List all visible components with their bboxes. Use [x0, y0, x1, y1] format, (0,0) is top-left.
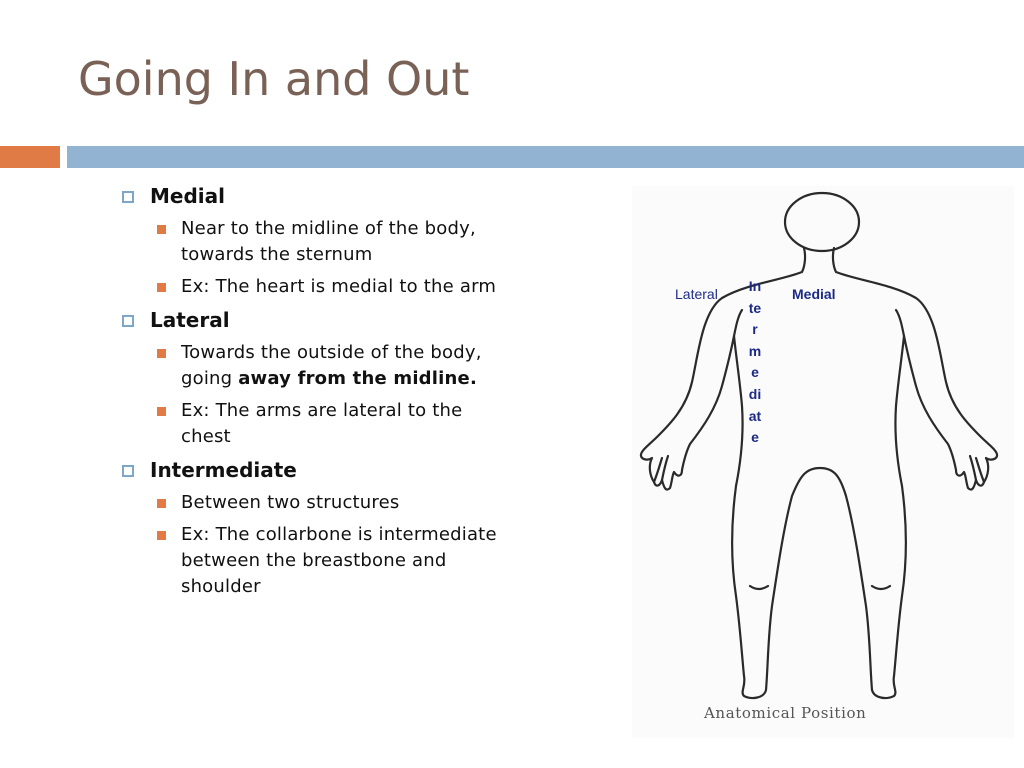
- label-medial: Medial: [792, 286, 836, 302]
- bullet-heading: Lateral: [150, 308, 230, 332]
- sub-bullet: [150, 340, 498, 392]
- label-lateral: Lateral: [675, 286, 718, 302]
- filled-square-bullet-icon: [157, 531, 166, 540]
- title-underline-band: [67, 146, 1024, 168]
- filled-square-bullet-icon: [157, 407, 166, 416]
- anatomical-position-figure: [632, 186, 1014, 738]
- bullet-medial: [118, 182, 498, 210]
- bullet-heading: Medial: [150, 184, 225, 208]
- bullet-lateral: [118, 306, 498, 334]
- filled-square-bullet-icon: [157, 225, 166, 234]
- sub-bullet-text: Ex: The arms are lateral to the chest: [181, 400, 463, 447]
- label-intermediate-vertical: Intermediate: [748, 278, 762, 446]
- sub-bullet-text: Ex: The heart is medial to the arm: [181, 276, 497, 297]
- accent-band: [0, 146, 60, 168]
- bullet-heading: Intermediate: [150, 458, 297, 482]
- filled-square-bullet-icon: [157, 499, 166, 508]
- square-bullet-icon: [122, 315, 134, 327]
- human-body-outline-icon: [632, 186, 1014, 738]
- filled-square-bullet-icon: [157, 283, 166, 292]
- square-bullet-icon: [122, 191, 134, 203]
- sub-bullet: [150, 398, 498, 450]
- sub-bullet: [150, 522, 498, 600]
- sub-bullet: [150, 490, 498, 516]
- sub-bullet: [150, 274, 498, 300]
- emphasis-text: away from the midline: [238, 368, 470, 389]
- bullet-content: [118, 182, 498, 600]
- sub-bullet-text: Near to the midline of the body, towards the sternum: [181, 218, 476, 265]
- filled-square-bullet-icon: [157, 349, 166, 358]
- sub-bullet-text: Between two structures: [181, 492, 400, 513]
- slide-title: Going In and Out: [78, 52, 470, 106]
- square-bullet-icon: [122, 465, 134, 477]
- bullet-intermediate: [118, 456, 498, 484]
- sub-bullet-text: Ex: The collarbone is intermediate between the breastbone and shoulder: [181, 524, 497, 597]
- sub-bullet-text-end: .: [469, 368, 477, 389]
- sub-bullet-text: Towards the outside of the body, going: [181, 342, 482, 389]
- figure-caption: Anatomical Position: [704, 704, 867, 722]
- sub-bullet: [150, 216, 498, 268]
